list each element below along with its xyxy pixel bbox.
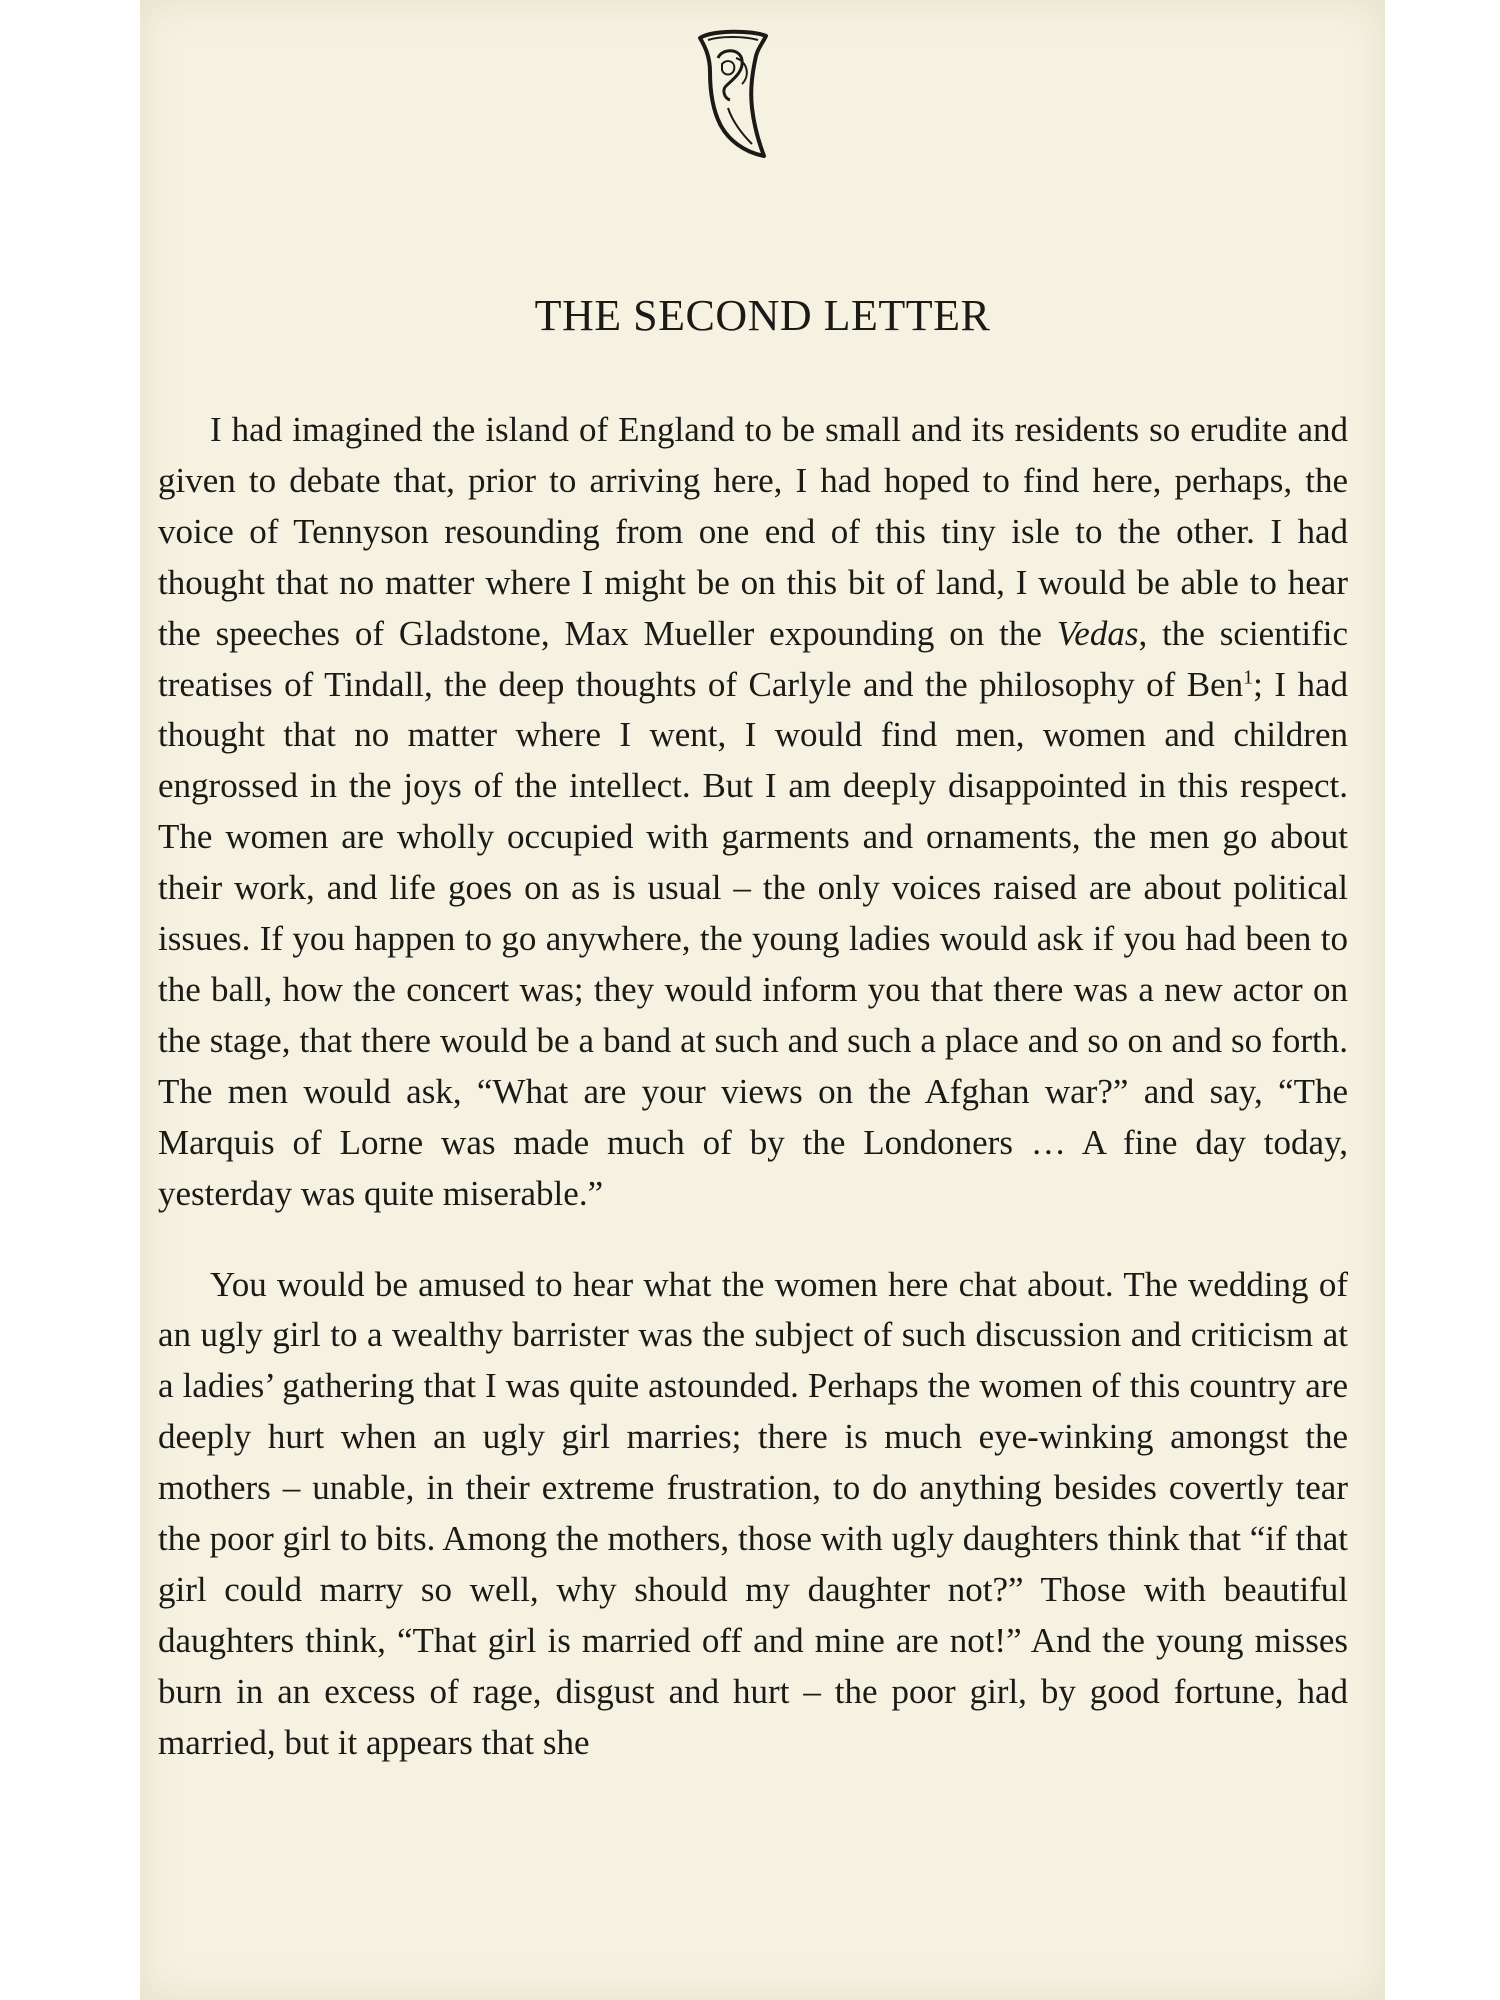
book-page <box>140 0 1385 2000</box>
paragraph-1 <box>158 405 1348 1220</box>
paragraph-1-text-c: ; I had thought that no matter where I went, I would find men, women and children engrossed in the joys of the intellect. But I am deeply disappointed in this respect. The women are wholly occupied with garments and ornaments, the men go about their work, and life goes on as is usual – the only voices raised are about political issues. If you happen to go anywhere, the young ladies would ask if you had been to the ball, how the concert was; they would inform you that there was a new actor on the stage, that there would be a band at such and such a place and so on and so forth. The men would ask, “What are your views on the Afghan war?” and say, “The Marquis of Lorne was made much of by the Londoners … A fine day today, yesterday was quite miserable.” <box>158 664 1348 1213</box>
paragraph-1-text-b: , the scientific treatises of Tindall, the deep thoughts of Carlyle and the philosophy of Ben <box>158 613 1348 704</box>
chapter-ornament-icon <box>692 28 772 163</box>
paragraph-1-text-a: I had imagined the island of England to be small and its residents so erudite and given to debate that, prior to arriving here, I had hoped to find here, perhaps, the voice of Tennyson resounding from one end of this tiny isle to the other. I had thought that no matter where I might be on this bit of land, I would be able to hear the speeches of Gladstone, Max Mueller expounding on the <box>158 410 1348 653</box>
letter-body <box>158 405 1348 1769</box>
footnote-mark: 1 <box>1243 665 1254 688</box>
chapter-title: THE SECOND LETTER <box>534 291 991 340</box>
paragraph-2: You would be amused to hear what the women here chat about. The wedding of an ugly girl to a wealthy barrister was the subject of such discussion and criticism at a ladies’ gathering that I was quite astounded. Perhaps the women of this country are deeply hurt when an ugly girl marries; there is much eye-winking amongst the mothers – unable, in their extreme frustration, to do anything besides covertly tear the poor girl to bits. Among the mothers, those with ugly daughters think that “if that girl could marry so well, why should my daughter not?” Those with beautiful daughters think, “That girl is married off and mine are not!” And the young misses burn in an excess of rage, disgust and hurt – the poor girl, by good fortune, had married, but it appears that she <box>158 1264 1348 1762</box>
vedas-italic: Vedas <box>1056 613 1139 653</box>
